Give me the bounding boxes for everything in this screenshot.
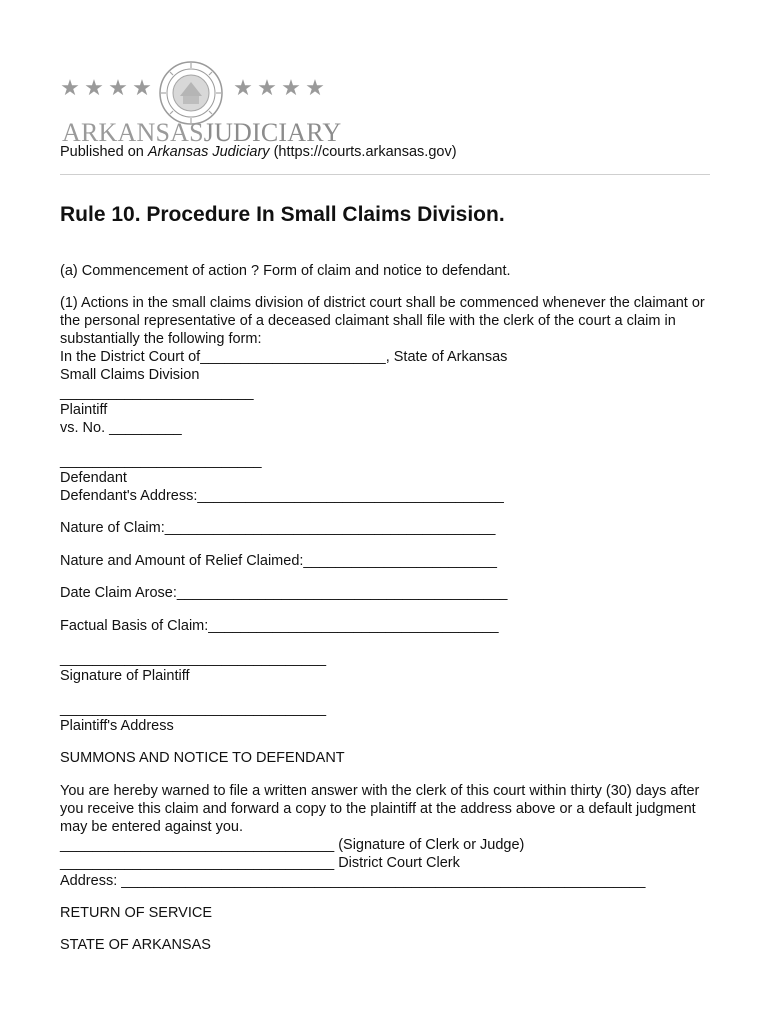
return-of-service-heading: RETURN OF SERVICE [60, 905, 213, 921]
vs-no-line: vs. No. _________ [60, 420, 182, 436]
nature-of-claim-line: Nature of Claim:_________________________________________ [60, 520, 496, 536]
star-icon: ★ [84, 75, 104, 100]
divider [60, 174, 710, 175]
published-prefix: Published on [60, 144, 148, 160]
signature-of-plaintiff-label: Signature of Plaintiff [60, 668, 190, 684]
star-icon: ★ [281, 75, 301, 100]
star-icon: ★ [60, 75, 80, 100]
plaintiff-blank: ________________________ [60, 385, 254, 401]
stars-left [60, 75, 152, 100]
paragraph-1: (1) Actions in the small claims division of district court shall be commenced whenever the claimant or the personal representative of a deceased claimant shall file with the clerk of the court a claim in substantially the following form: [60, 295, 705, 347]
site-url[interactable]: (https://courts.arkansas.gov) [273, 144, 457, 160]
defendant-label: Defendant [60, 470, 127, 486]
factual-basis-line: Factual Basis of Claim:____________________________________ [60, 618, 499, 634]
district-court-line: In the District Court of_______________________, State of Arkansas [60, 349, 508, 365]
star-icon: ★ [233, 75, 253, 100]
published-on-line [60, 144, 457, 160]
logo-text-judiciary: JUDICIARY [203, 118, 342, 147]
star-icon: ★ [257, 75, 277, 100]
defendant-address-line: Defendant's Address:______________________________________ [60, 488, 504, 504]
site-name: Arkansas Judiciary [147, 144, 270, 160]
state-seal-icon [158, 60, 224, 126]
page-title: Rule 10. Procedure In Small Claims Division. [60, 203, 505, 226]
star-icon: ★ [305, 75, 325, 100]
defendant-blank: _________________________ [60, 453, 262, 469]
state-of-arkansas-heading: STATE OF ARKANSAS [60, 937, 211, 953]
section-a: (a) Commencement of action ? Form of claim and notice to defendant. [60, 263, 511, 279]
plaintiffs-address-label: Plaintiff's Address [60, 718, 174, 734]
summons-text: You are hereby warned to file a written answer with the clerk of this court within thirty (30) days after you receive this claim and forward a copy to the plaintiff at the address above or a default judgment may be entered against you. [60, 783, 700, 835]
date-claim-arose-line: Date Claim Arose:_________________________________________ [60, 585, 508, 601]
arkansas-judiciary-logo [60, 60, 342, 147]
signature-blank: _________________________________ [60, 651, 327, 667]
star-icon: ★ [108, 75, 128, 100]
small-claims-division: Small Claims Division [60, 367, 200, 383]
stars-right [233, 75, 325, 100]
clerk-signature-line: __________________________________ (Signature of Clerk or Judge) [60, 837, 525, 853]
logo-text: ARKANSAS [62, 118, 204, 147]
district-clerk-line: __________________________________ District Court Clerk [60, 855, 460, 871]
star-icon: ★ [132, 75, 152, 100]
address-line: Address: _________________________________________________________________ [60, 873, 646, 889]
plaintiff-address-blank: _________________________________ [60, 701, 327, 717]
summons-heading: SUMMONS AND NOTICE TO DEFENDANT [60, 750, 345, 766]
plaintiff-label: Plaintiff [60, 402, 108, 418]
relief-claimed-line: Nature and Amount of Relief Claimed:________________________ [60, 553, 497, 569]
